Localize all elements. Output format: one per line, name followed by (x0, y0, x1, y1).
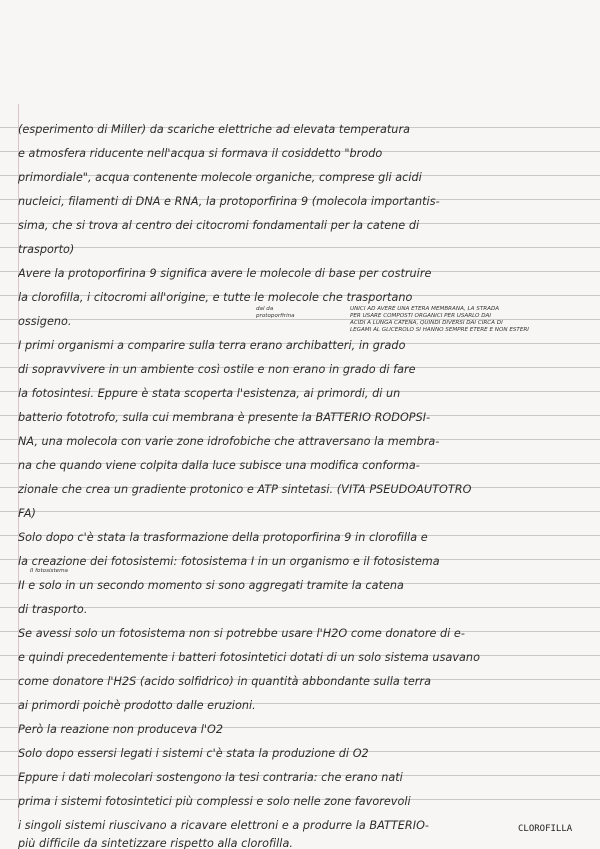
text-line: na che quando viene colpita dalla luce subisce una modifica conforma- (18, 459, 420, 472)
text-line: FA) (18, 507, 36, 520)
text-line: la creazione dei fotosistemi: fotosistema I in un organismo e il fotosistema (18, 555, 440, 568)
text-line: nucleici, filamenti di DNA e RNA, la protoporfirina 9 (molecola importantis- (18, 195, 440, 208)
text-line: prima i sistemi fotosintetici più complessi e solo nelle zone favorevoli (18, 795, 411, 808)
text-line: II e solo in un secondo momento si sono aggregati tramite la catena (18, 579, 404, 592)
text-line: zionale che crea un gradiente protonico e ATP sintetasi. (VITA PSEUDOAUTOTRO (18, 483, 472, 496)
text-line: Eppure i dati molecolari sostengono la tesi contraria: che erano nati (18, 771, 403, 784)
text-line: ai primordi poichè prodotto dalle eruzioni. (18, 699, 256, 712)
text-line: trasporto) (18, 243, 75, 256)
text-line: e quindi precedentemente i batteri fotosintetici dotati di un solo sistema usavano (18, 651, 480, 664)
text-line: Avere la protoporfirina 9 significa avere le molecole di base per costruire (18, 267, 432, 280)
text-line: la fotosintesi. Eppure è stata scoperta l'esistenza, ai primordi, di un (18, 387, 401, 400)
text-line: più difficile da sintetizzare rispetto alla clorofilla. (18, 838, 293, 849)
archibatteri-annotation: UNICI AD AVERE UNA ETERA MEMBRANA, LA STRADA PER USARE COMPOSTI ORGANICI PER USARLO DAI ACIDI A LUNGA CATENA, QUINDI DIVERSI DAI CIRCA DI LEGAMI AL GLICEROLO SI HANNO SEMPRE ETERE E NON ESTERI (350, 306, 529, 333)
fotosistema-annotation: II fotosistema (30, 568, 68, 574)
text-line: Solo dopo essersi legati i sistemi c'è stata la produzione di O2 (18, 747, 369, 760)
text-line: I primi organismi a comparire sulla terra erano archibatteri, in grado (18, 339, 406, 352)
text-line: primordiale", acqua contenente molecole organiche, comprese gli acidi (18, 171, 422, 184)
text-line: i singoli sistemi riuscivano a ricavare elettroni e a produrre la BATTERIO- (18, 819, 430, 832)
text-line: Se avessi solo un fotosistema non si potrebbe usare l'H2O come donatore di e- (18, 627, 465, 640)
text-line: (esperimento di Miller) da scariche elettriche ad elevata temperatura (18, 123, 410, 136)
text-line: come donatore l'H2S (acido solfidrico) in quantità abbondante sulla terra (18, 675, 431, 688)
text-line: e atmosfera riducente nell'acqua si formava il cosiddetto "brodo (18, 147, 383, 160)
arrow-annotation: dal da protoporfirina (256, 306, 295, 319)
top-margin (0, 0, 600, 104)
text-line: di sopravvivere in un ambiente così ostile e non erano in grado di fare (18, 363, 416, 376)
text-line: la clorofilla, i citocromi all'origine, e tutte le molecole che trasportano (18, 291, 413, 304)
clorofilla-annotation: CLOROFILLA (518, 824, 573, 834)
text-line: di trasporto. (18, 603, 88, 616)
text-line: Solo dopo c'è stata la trasformazione della protoporfirina 9 in clorofilla e (18, 531, 428, 544)
text-line: Però la reazione non produceva l'O2 (18, 723, 224, 736)
text-line: batterio fototrofo, sulla cui membrana è presente la BATTERIO RODOPSI- (18, 411, 431, 424)
text-line: NA, una molecola con varie zone idrofobiche che attraversano la membra- (18, 435, 440, 448)
text-line: sima, che si trova al centro dei citocromi fondamentali per la catene di (18, 219, 420, 232)
text-line: ossigeno. (18, 315, 72, 328)
